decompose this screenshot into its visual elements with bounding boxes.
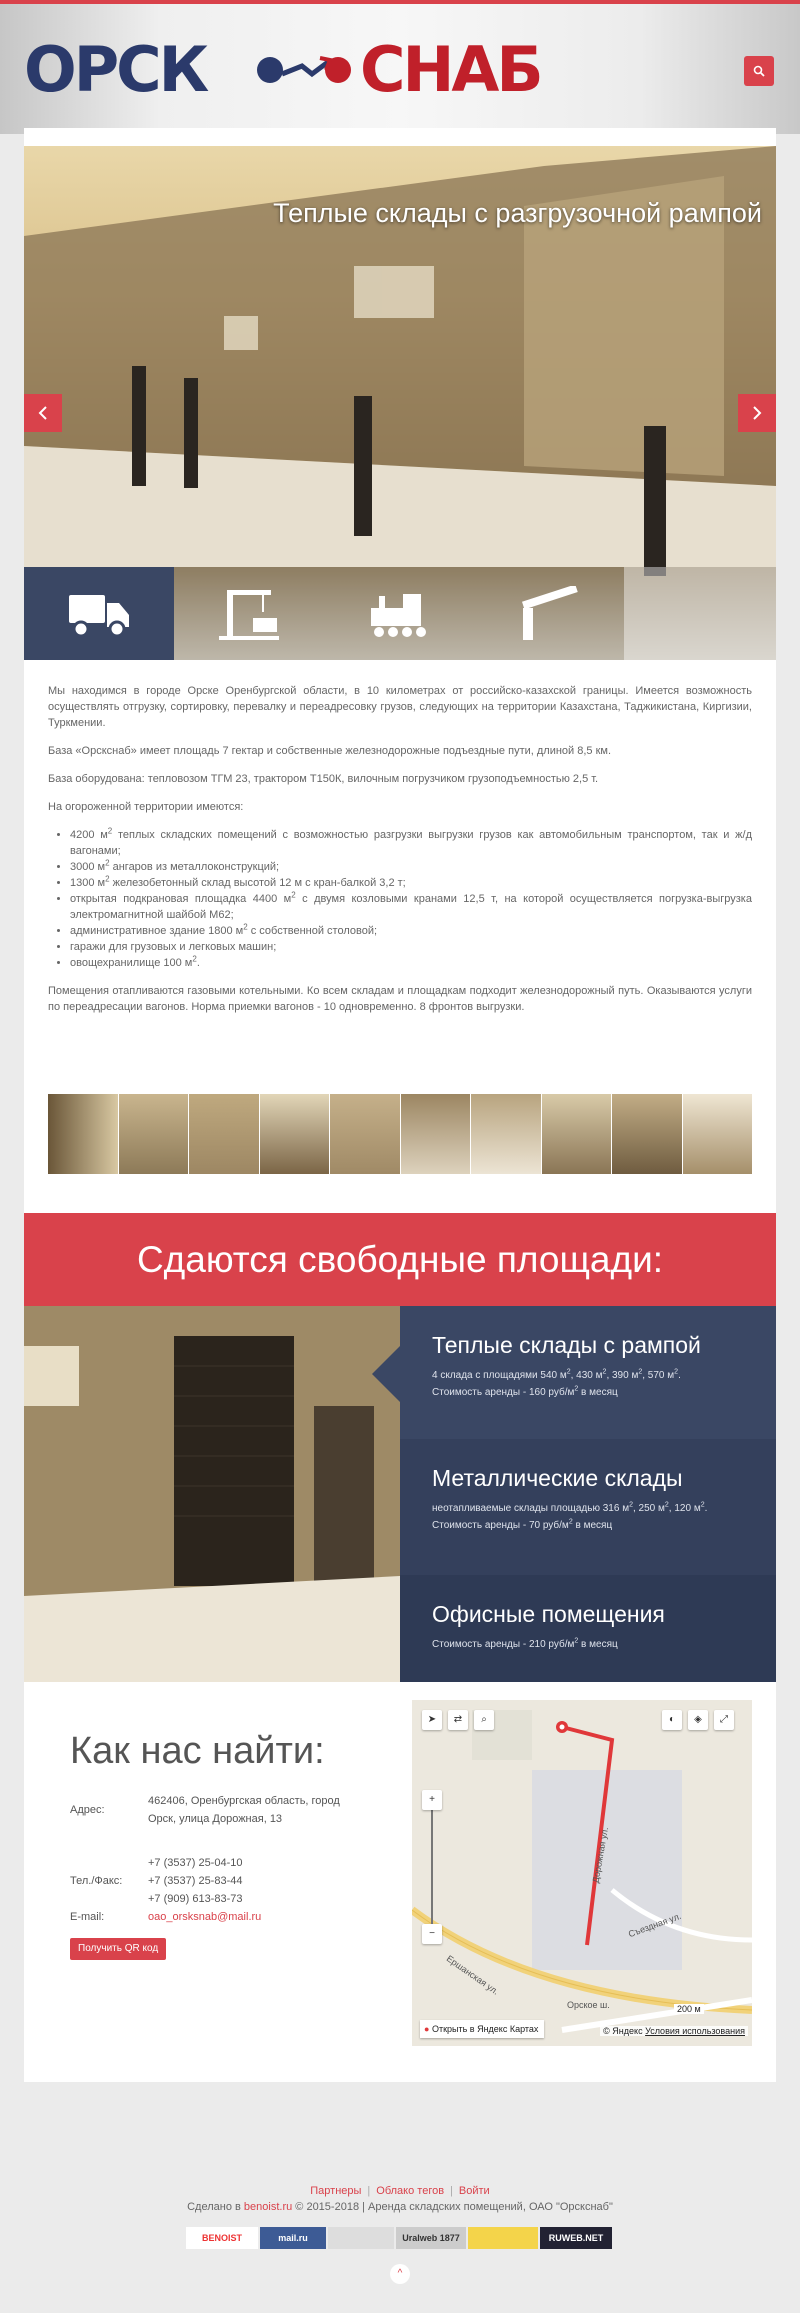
qr-code-button[interactable]: Получить QR код: [70, 1938, 166, 1960]
header: [0, 4, 800, 134]
list-item: • 1300 $м^2$ железобетонный склад высотой 12 м с кран-балкой 3,2 т;: [70, 875, 752, 891]
about-section: [24, 683, 752, 1027]
uralweb-counter[interactable]: Uralweb 1877: [396, 2227, 466, 2249]
list-item: • открытая подкрановая площадка 4400 $м^2$ с двумя козловыми кранами 12,5 т, на которой осуществляется погрузка-выгрузка электромагнитной шайбой М62;: [70, 891, 752, 923]
slide-title: Теплые склады с разгрузочной рампой: [273, 198, 762, 228]
benoist-badge[interactable]: BENOIST: [186, 2227, 258, 2249]
map-search-button[interactable]: [474, 1710, 494, 1730]
address-value: 462406, Оренбургская область, город Орск, улица Дорожная, 13: [148, 1795, 340, 1825]
logo-mark-icon: [256, 48, 352, 92]
chevron-left-icon: [38, 406, 48, 420]
minus-icon: −: [429, 1928, 435, 1939]
street-label: Дорожная ул.: [590, 1826, 611, 1884]
gallery-thumb[interactable]: [48, 1094, 118, 1174]
search-icon: ⌕: [481, 1714, 487, 1725]
route-icon: ⇄: [453, 1714, 463, 1725]
footer: [0, 2185, 800, 2243]
slider-prev-button[interactable]: [24, 394, 62, 432]
barrier-icon: [517, 586, 581, 642]
about-paragraph-2: База «Орскснаб» имеет площадь 7 гектар и собственные железнодорожные подъездные пути, длиной 8,5 км.: [48, 745, 612, 757]
slider-next-button[interactable]: [738, 394, 776, 432]
street-label: Ершанская ул.: [444, 1953, 501, 1997]
map-copyright: © Яндекс Условия использования: [600, 2026, 748, 2036]
chevron-right-icon: [752, 406, 762, 420]
slider-tab-locomotive[interactable]: [324, 567, 474, 660]
about-paragraph-5: Помещения отапливаются газовыми котельными. Ко всем складам и площадкам подходит железнодорожный путь. Оказываются услуги по переадресации вагонов. Норма приемки вагонов - 10 одновременно. 8 фронтов выгрузки.: [48, 985, 752, 1013]
slider-bar-spacer: [624, 567, 776, 660]
offer-pointer: [372, 1346, 400, 1402]
gallery-thumb[interactable]: [189, 1094, 259, 1174]
list-item: • 4200 $м^2$ теплых складских помещений с возможностью разгрузки выгрузки грузов как автомобильным транспортом, так и ж/д вагонами;: [70, 827, 752, 859]
about-paragraph-4: На огороженной территории имеются:: [48, 801, 244, 813]
map-traffic-button[interactable]: [662, 1710, 682, 1730]
liveinternet-counter[interactable]: [328, 2227, 394, 2249]
yandex-map[interactable]: [412, 1700, 752, 2046]
footer-link-tags[interactable]: Облако тегов: [376, 2185, 445, 2197]
gallery-thumb[interactable]: [542, 1094, 612, 1174]
footer-link-login[interactable]: Войти: [458, 2185, 490, 2197]
mailru-counter[interactable]: mail.ru: [260, 2227, 326, 2249]
traffic-icon: ◐: [668, 1714, 676, 1725]
phone-label: Тел./Факс:: [70, 1875, 123, 1887]
gallery-thumb[interactable]: [119, 1094, 189, 1174]
yandex-counter[interactable]: [468, 2227, 538, 2249]
map-canvas: [412, 1700, 752, 2046]
arrow-locate-icon: ➤: [427, 1714, 437, 1725]
map-route-button[interactable]: [448, 1710, 468, 1730]
map-zoom-in-button[interactable]: [422, 1790, 442, 1810]
offer-price: Стоимость аренды - 160 руб/$м^2$ в месяц: [432, 1385, 618, 1398]
list-item: • административное здание 1800 $м^2$ с собственной столовой;: [70, 923, 752, 939]
slider-tab-crane[interactable]: [174, 567, 324, 660]
offers-heading: Сдаются свободные площади:: [24, 1213, 776, 1306]
expand-icon: ⤢: [720, 1714, 728, 1725]
locomotive-icon: [367, 588, 431, 640]
map-pin-icon: ●: [424, 2024, 430, 2034]
scroll-to-top-button[interactable]: [390, 2264, 410, 2284]
counter-badges: [186, 2227, 614, 2249]
phone-2[interactable]: +7 (3537) 25-83-44: [148, 1875, 243, 1887]
offer-details: 4 склада с площадями 540 $м^2$, 430 $м^2$, 390 $м^2$, 570 $м^2$.: [432, 1368, 681, 1381]
gallery-thumb[interactable]: [260, 1094, 330, 1174]
offer-title: Офисные помещения: [432, 1601, 665, 1627]
gallery-thumb[interactable]: [683, 1094, 753, 1174]
logo-left-text: ОРСК: [24, 33, 207, 106]
crane-icon: [217, 586, 281, 642]
terms-link[interactable]: Условия использования: [645, 2026, 745, 2036]
chevron-up-icon: ^: [397, 2268, 403, 2279]
phone-3[interactable]: +7 (909) 613-83-73: [148, 1893, 243, 1905]
gallery-thumb[interactable]: [612, 1094, 682, 1174]
offer-price: Стоимость аренды - 210 руб/$м^2$ в месяц: [432, 1637, 618, 1650]
offer-warm-warehouses[interactable]: [400, 1306, 776, 1439]
list-item: • 3000 $м^2$ ангаров из металлоконструкций;: [70, 859, 752, 875]
logo-right-text: СНАБ: [360, 33, 541, 106]
plus-icon: +: [429, 1794, 435, 1805]
slider-tab-barrier[interactable]: [474, 567, 624, 660]
map-zoom-out-button[interactable]: [422, 1924, 442, 1944]
gallery-thumb[interactable]: [471, 1094, 541, 1174]
gallery-thumb[interactable]: [401, 1094, 471, 1174]
map-scale: 200 м: [674, 2004, 704, 2014]
slider-tab-truck[interactable]: [24, 567, 174, 660]
address-label: Адрес:: [70, 1804, 105, 1816]
street-label: Съездная ул.: [626, 1910, 683, 1940]
offer-offices[interactable]: [400, 1575, 776, 1682]
main-content: [24, 128, 776, 2082]
footer-credits: Сделано в benoist.ru © 2015-2018 | Аренда складских помещений, ОАО "Орскснаб": [187, 2201, 613, 2213]
photo-gallery: [48, 1094, 752, 1174]
list-item: • гаражи для грузовых и легковых машин;: [70, 939, 752, 955]
offer-title: Теплые склады с рампой: [432, 1332, 701, 1358]
contacts-heading: Как нас найти:: [70, 1730, 325, 1772]
developer-link[interactable]: benoist.ru: [243, 2201, 293, 2213]
email-label: E-mail:: [70, 1911, 105, 1923]
offers-section: [24, 1306, 776, 1682]
map-locate-button[interactable]: [422, 1710, 442, 1730]
offer-title: Металлические склады: [432, 1465, 683, 1491]
map-fullscreen-button[interactable]: [714, 1710, 734, 1730]
map-layers-button[interactable]: [688, 1710, 708, 1730]
footer-links: Партнеры | Облако тегов | Войти: [310, 2185, 490, 2197]
truck-icon: [67, 589, 131, 639]
contacts-section: [24, 1682, 776, 2082]
street-label: Орское ш.: [567, 2000, 610, 2010]
phone-1[interactable]: +7 (3537) 25-04-10: [148, 1857, 243, 1869]
facilities-list: [48, 827, 752, 971]
offer-metal-warehouses[interactable]: [400, 1439, 776, 1575]
gallery-thumb[interactable]: [330, 1094, 400, 1174]
offers-photo: [24, 1306, 400, 1682]
email-link[interactable]: oao_orsksnab@mail.ru: [148, 1911, 262, 1923]
layers-icon: ◈: [694, 1714, 702, 1725]
open-in-yandex-button[interactable]: ● Открыть в Яндекс Картах: [420, 2020, 544, 2038]
about-paragraph-1: Мы находимся в городе Орске Оренбургской области, в 10 километрах от российско-казахской границы. Имеется возможность осуществлять отгрузку, сортировку, перевалку и переадресовку грузов, следующих на территории Казахстана, Таджикистана, Киргизии, Туркмении.: [48, 685, 752, 729]
search-icon: [753, 65, 765, 77]
footer-link-partners[interactable]: Партнеры: [310, 2185, 362, 2197]
hero-slider: [24, 146, 776, 660]
offer-details: неотапливаемые склады площадью 316 $м^2$, 250 $м^2$, 120 $м^2$.: [432, 1501, 708, 1514]
search-button[interactable]: [744, 56, 774, 86]
ruweb-badge[interactable]: RUWEB.NET: [540, 2227, 612, 2249]
warehouse-door-image: [24, 1306, 400, 1682]
offer-price: Стоимость аренды - 70 руб/$м^2$ в месяц: [432, 1518, 613, 1531]
about-paragraph-3: База оборудована: тепловозом ТГМ 23, трактором Т150К, вилочным погрузчиком грузоподъемностью 2,5 т.: [48, 773, 599, 785]
list-item: • овощехранилище 100 $м^2$.: [70, 955, 752, 971]
